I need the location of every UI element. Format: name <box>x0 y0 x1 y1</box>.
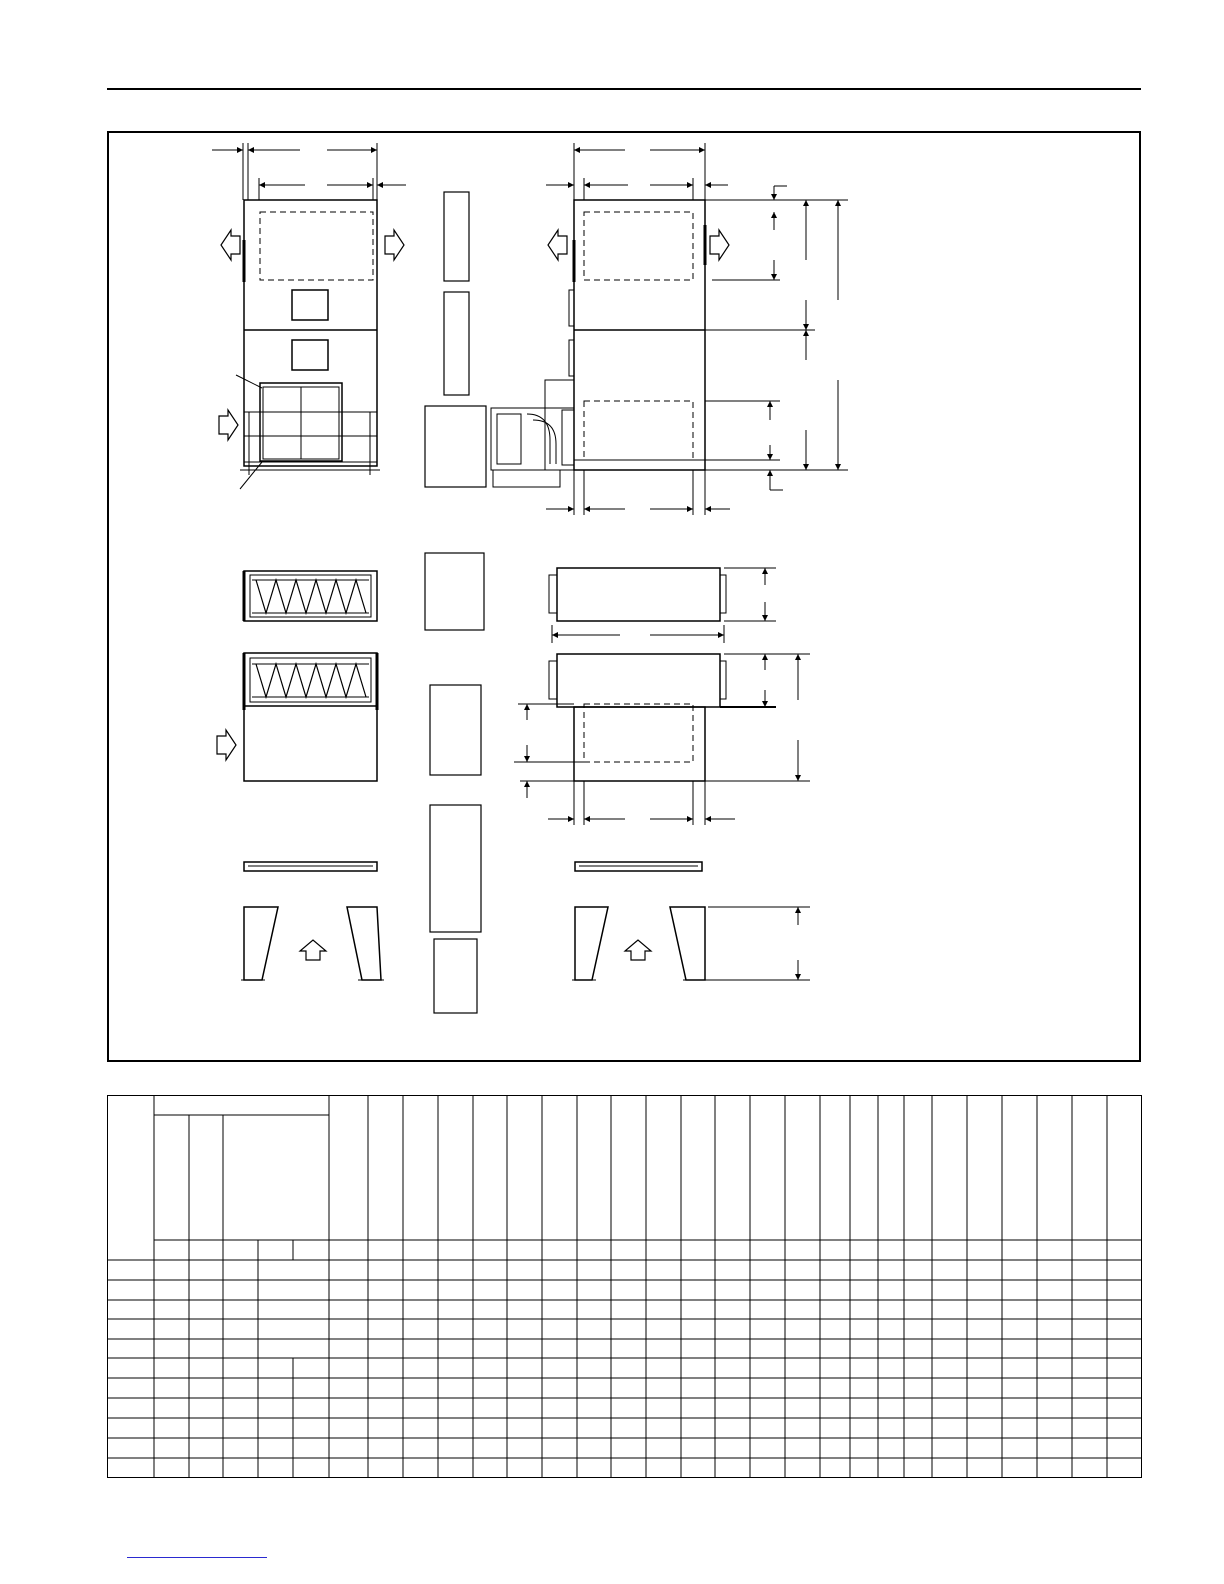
unit-cabinet <box>244 200 377 466</box>
drawing-frame <box>108 132 1140 1061</box>
airflow-arrow <box>219 410 238 440</box>
base-rail-side-view <box>572 862 810 980</box>
airflow-arrow <box>548 230 567 260</box>
airflow-arrow <box>217 730 236 760</box>
supply-opening <box>260 212 373 280</box>
supply-opening-side <box>584 212 693 280</box>
return-opening-side <box>584 401 693 460</box>
footer-link[interactable] <box>127 1557 267 1558</box>
plenum-top-view <box>549 568 776 643</box>
front-elevation-view <box>212 143 406 489</box>
airflow-arrow <box>385 230 404 260</box>
airflow-arrow <box>221 230 240 260</box>
plenum-side-view <box>514 654 810 825</box>
base-rail-front-view <box>241 862 384 980</box>
airflow-arrow <box>625 940 651 960</box>
filter-mixing-box-view <box>217 653 377 781</box>
airflow-arrow <box>710 230 729 260</box>
access-panel <box>292 340 328 370</box>
dimension-table <box>107 1095 1142 1479</box>
access-panel <box>292 290 328 320</box>
component-blocks <box>425 192 486 1013</box>
airflow-arrow <box>300 940 326 960</box>
side-elevation-view <box>491 143 848 515</box>
filter-section-top-view <box>244 571 377 621</box>
unit-cabinet-side <box>574 200 705 470</box>
